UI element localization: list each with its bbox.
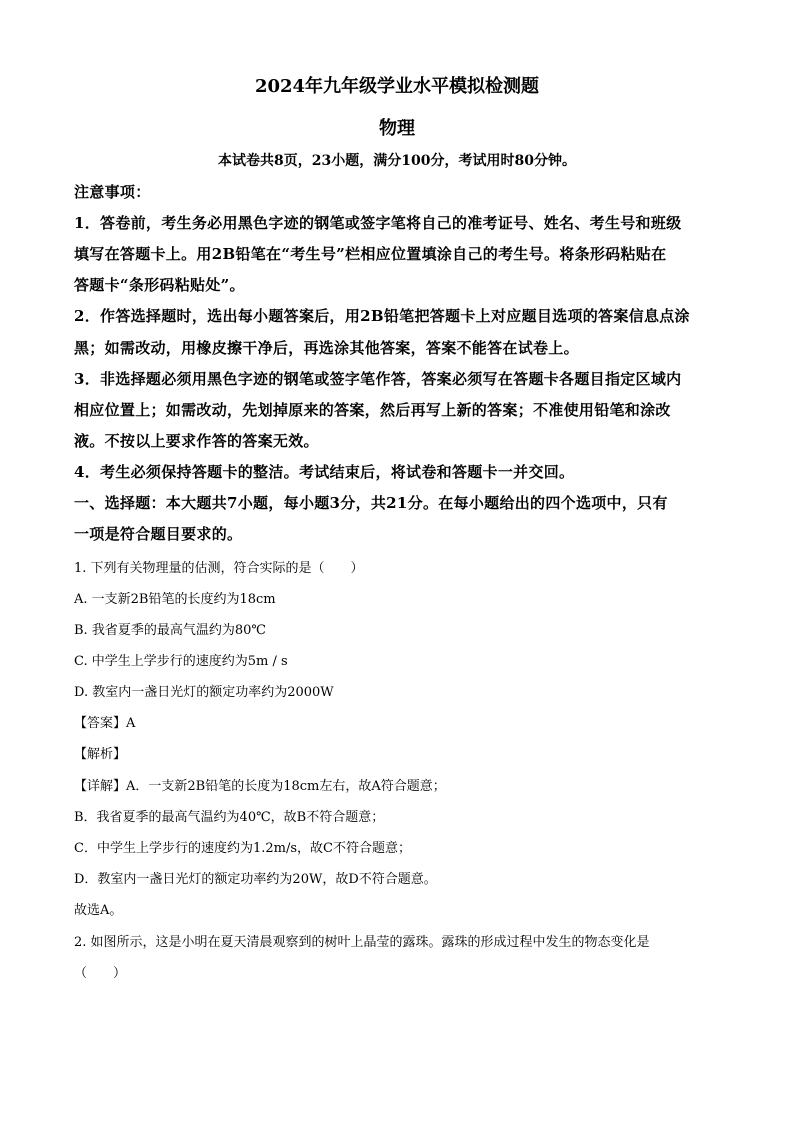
notice-line: 3．非选择题必须用黑色字迹的钢笔或签字笔作答，答案必须写在答题卡各题目指定区域内 — [74, 370, 682, 388]
notice-line: 相应位置上；如需改动，先划掉原来的答案，然后再写上新的答案；不准使用铅笔和涂改 — [74, 401, 671, 419]
detail-line: C．中学生上学步行的速度约为1.2m/s，故C不符合题意； — [74, 841, 411, 856]
subject-title: 物理 — [379, 118, 415, 139]
question-stem: 1. 下列有关物理量的估测，符合实际的是（ ） — [74, 561, 364, 576]
conclusion: 故选A。 — [74, 903, 123, 918]
notice-line: 1．答卷前，考生务必用黑色字迹的钢笔或签字笔将自己的准考证号、姓名、考生号和班级 — [74, 214, 682, 232]
option-c: C. 中学生上学步行的速度约为5m / s — [74, 654, 288, 669]
option-b: B. 我省夏季的最高气温约为80℃ — [74, 623, 266, 638]
question-stem-continued: （ ） — [74, 966, 127, 981]
section-heading: 一、选择题：本大题共7小题，每小题3分，共21分。在每小题给出的四个选项中，只有 — [74, 494, 668, 512]
analysis-heading: 【解析】 — [74, 747, 127, 762]
option-a: A. 一支新2B铅笔的长度约为18cm — [74, 592, 276, 607]
answer: 【答案】A — [74, 716, 136, 731]
notice-line: 黑；如需改动，用橡皮擦干净后，再选涂其他答案，答案不能答在试卷上。 — [74, 339, 579, 357]
question-stem: 2. 如图所示，这是小明在夏天清晨观察到的树叶上晶莹的露珠。露珠的形成过程中发生的物态变化是 — [74, 935, 650, 950]
notice-line: 液。不按以上要求作答的答案无效。 — [74, 432, 319, 450]
detail-line: D．教室内一盏日光灯的额定功率约为20W，故D不符合题意。 — [74, 872, 437, 887]
detail-line: 【详解】A．一支新2B铅笔的长度为18cm左右，故A符合题意； — [74, 779, 446, 794]
option-d: D. 教室内一盏日光灯的额定功率约为2000W — [74, 685, 334, 700]
section-heading: 一项是符合题目要求的。 — [74, 525, 243, 543]
notice-heading: 注意事项： — [74, 183, 151, 201]
notice-line: 2．作答选择题时，选出每小题答案后，用2B铅笔把答题卡上对应题目选项的答案信息点涂 — [74, 307, 690, 325]
exam-info: 本试卷共8页，23小题，满分100分，考试用时80分钟。 — [218, 153, 576, 169]
notice-line: 填写在答题卡上。用2B铅笔在“考生号”栏相应位置填涂自己的考生号。将条形码粘贴在 — [74, 245, 667, 263]
notice-line: 4．考生必须保持答题卡的整洁。考试结束后，将试卷和答题卡一并交回。 — [74, 463, 575, 481]
detail-line: B．我省夏季的最高气温约为40℃，故B不符合题意； — [74, 810, 385, 825]
notice-line: 答题卡“条形码粘贴处”。 — [74, 276, 245, 294]
exam-title: 2024年九年级学业水平模拟检测题 — [254, 76, 540, 97]
